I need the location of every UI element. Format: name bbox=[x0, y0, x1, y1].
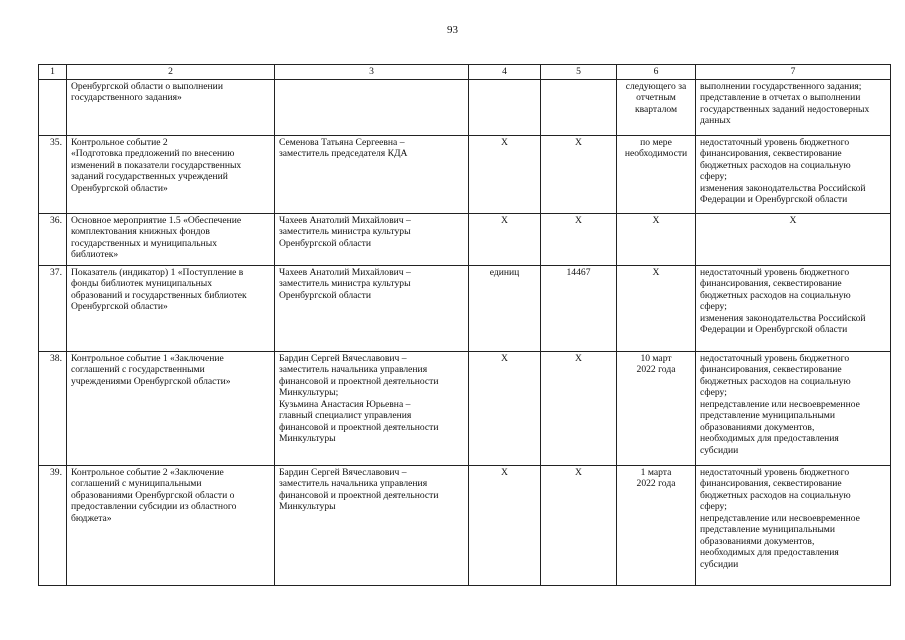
column-number: 1 bbox=[39, 65, 67, 80]
responsible-cell: Чахеев Анатолий Михайлович – заместитель министра культуры Оренбургской области bbox=[275, 265, 469, 351]
risks-cell: выполнении государственного задания; представление в отчетах о выполнении государственных заданий недостоверных данных bbox=[696, 79, 891, 135]
risks-cell: недостаточный уровень бюджетного финансирования, секвестирование бюджетных расходов на социальную сферу; изменения законодательства Российской Федерации и Оренбургской области bbox=[696, 135, 891, 213]
column-number: 4 bbox=[469, 65, 541, 80]
unit-cell bbox=[469, 79, 541, 135]
risks-cell: X bbox=[696, 213, 891, 265]
plan-table bbox=[38, 64, 891, 586]
table-row bbox=[39, 213, 891, 265]
responsible-cell: Семенова Татьяна Сергеевна – заместитель председателя КДА bbox=[275, 135, 469, 213]
event-cell: Контрольное событие 2 «Подготовка предложений по внесению изменений в показатели государственных заданий государственных учреждений Оренбургской области» bbox=[67, 135, 275, 213]
responsible-cell: Бардин Сергей Вячеславович – заместитель начальника управления финансовой и проектной деятельности Минкультуры; Кузьмина Анастасия Юрьевна – главный специалист управления финансовой и проектной деятельности Минкультуры bbox=[275, 351, 469, 465]
row-number: 39. bbox=[39, 465, 67, 585]
event-cell: Показатель (индикатор) 1 «Поступление в фонды библиотек муниципальных образований и государственных библиотек Оренбургской области» bbox=[67, 265, 275, 351]
table-row bbox=[39, 465, 891, 585]
value-cell: X bbox=[541, 135, 617, 213]
column-number: 7 bbox=[696, 65, 891, 80]
deadline-cell: следующего за отчетным кварталом bbox=[617, 79, 696, 135]
column-number: 3 bbox=[275, 65, 469, 80]
risks-cell: недостаточный уровень бюджетного финансирования, секвестирование бюджетных расходов на социальную сферу; непредставление или несвоевременное представление муниципальными образованиями документов, необходимых для предоставления субсидии bbox=[696, 465, 891, 585]
deadline-cell: 1 марта 2022 года bbox=[617, 465, 696, 585]
responsible-cell: Чахеев Анатолий Михайлович – заместитель министра культуры Оренбургской области bbox=[275, 213, 469, 265]
table-row bbox=[39, 351, 891, 465]
responsible-cell: Бардин Сергей Вячеславович – заместитель начальника управления финансовой и проектной деятельности Минкультуры bbox=[275, 465, 469, 585]
column-number: 6 bbox=[617, 65, 696, 80]
unit-cell: X bbox=[469, 213, 541, 265]
event-cell: Оренбургской области о выполнении государственного задания» bbox=[67, 79, 275, 135]
value-cell: X bbox=[541, 213, 617, 265]
risks-cell: недостаточный уровень бюджетного финансирования, секвестирование бюджетных расходов на социальную сферу; изменения законодательства Российской Федерации и Оренбургской области bbox=[696, 265, 891, 351]
value-cell: X bbox=[541, 465, 617, 585]
unit-cell: X bbox=[469, 135, 541, 213]
responsible-cell bbox=[275, 79, 469, 135]
table-row bbox=[39, 79, 891, 135]
event-cell: Контрольное событие 2 «Заключение соглашений с муниципальными образованиями Оренбургской области о предоставлении субсидии из областного бюджета» bbox=[67, 465, 275, 585]
table-row bbox=[39, 265, 891, 351]
value-cell: X bbox=[541, 351, 617, 465]
deadline-cell: по мере необходимости bbox=[617, 135, 696, 213]
row-number: 37. bbox=[39, 265, 67, 351]
unit-cell: X bbox=[469, 465, 541, 585]
page-number: 93 bbox=[447, 24, 458, 36]
row-number: 38. bbox=[39, 351, 67, 465]
row-number: 35. bbox=[39, 135, 67, 213]
event-cell: Основное мероприятие 1.5 «Обеспечение комплектования книжных фондов государственных и муниципальных библиотек» bbox=[67, 213, 275, 265]
column-number: 2 bbox=[67, 65, 275, 80]
unit-cell: единиц bbox=[469, 265, 541, 351]
risks-cell: недостаточный уровень бюджетного финансирования, секвестирование бюджетных расходов на социальную сферу; непредставление или несвоевременное представление муниципальными образованиями документов, необходимых для предоставления субсидии bbox=[696, 351, 891, 465]
table-row bbox=[39, 135, 891, 213]
column-number: 5 bbox=[541, 65, 617, 80]
value-cell: 14467 bbox=[541, 265, 617, 351]
column-number-row bbox=[39, 65, 891, 80]
deadline-cell: 10 март 2022 года bbox=[617, 351, 696, 465]
value-cell bbox=[541, 79, 617, 135]
deadline-cell: X bbox=[617, 265, 696, 351]
row-number: 36. bbox=[39, 213, 67, 265]
event-cell: Контрольное событие 1 «Заключение соглашений с государственными учреждениями Оренбургской области» bbox=[67, 351, 275, 465]
deadline-cell: X bbox=[617, 213, 696, 265]
unit-cell: X bbox=[469, 351, 541, 465]
row-number bbox=[39, 79, 67, 135]
